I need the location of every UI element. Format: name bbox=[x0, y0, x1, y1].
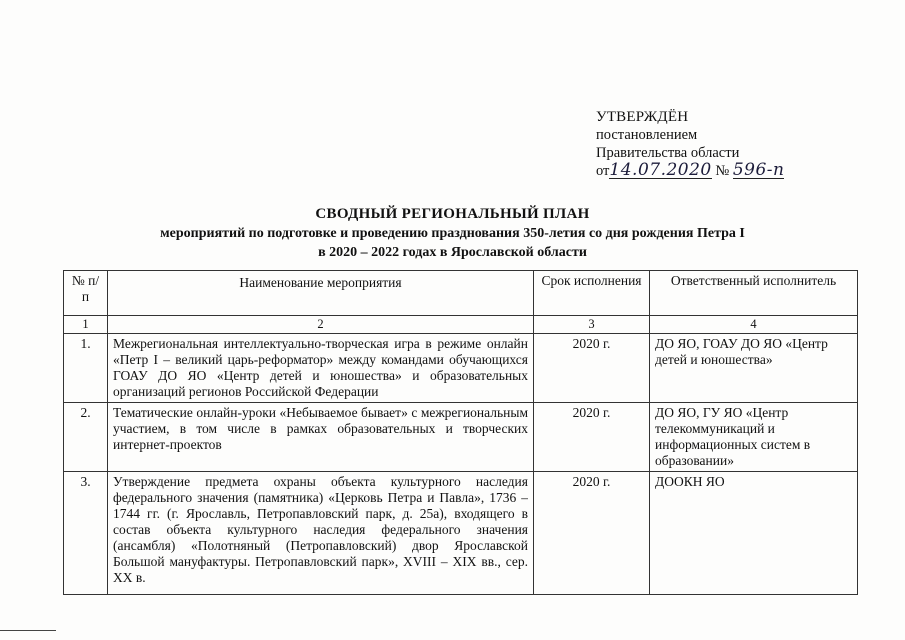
header-executor: Ответственный исполнитель bbox=[650, 271, 858, 316]
row-num: 3. bbox=[64, 472, 108, 595]
plan-subtitle-2: в 2020 – 2022 годах в Ярославской области bbox=[318, 245, 587, 260]
row-deadline: 2020 г. bbox=[534, 472, 650, 595]
plan-subtitle-1: мероприятий по подготовке и проведению празднования 350-летия со дня рождения Петра I bbox=[160, 226, 745, 241]
from-label: от bbox=[596, 163, 610, 179]
number-label: № bbox=[715, 163, 730, 179]
approval-heading: УТВЕРЖДЁН bbox=[596, 109, 689, 125]
table-row bbox=[64, 334, 858, 403]
row-num: 1. bbox=[64, 334, 108, 403]
table-row bbox=[64, 403, 858, 472]
approval-date-number-line bbox=[596, 162, 784, 180]
handwritten-date: 14.07.2020 bbox=[609, 160, 712, 180]
row-executor: ДО ЯО, ГУ ЯО «Центр телекоммуникаций и информационных систем в образовании» bbox=[650, 403, 858, 472]
row-executor: ДООКН ЯО bbox=[650, 472, 858, 595]
row-num: 2. bbox=[64, 403, 108, 472]
row-name: Межрегиональная интеллектуально-творческая игра в режиме онлайн «Петр I – великий царь-реформатор» между командами обучающихся ГОАУ ДО ЯО «Центр детей и юношества» и образовательных организаций регионов Российской Федерации bbox=[108, 334, 534, 403]
handwritten-number: 596-п bbox=[732, 160, 785, 180]
index-cell: 1 bbox=[64, 316, 108, 334]
approval-line-2: Правительства области bbox=[596, 145, 740, 161]
plan-title: СВОДНЫЙ РЕГИОНАЛЬНЫЙ ПЛАН bbox=[315, 206, 590, 222]
header-deadline: Срок исполнения bbox=[534, 271, 650, 316]
row-name-text: Утверждение предмета охраны объекта культурного наследия федерального значения (памятника) «Церковь Петра и Павла», 1736 – 1744 гг. (г. Ярославль, Петропавловский парк, д. 25а), входящего в состав объекта культурного наследия федерального значения (ансамбля) «Полотняный (Петропавловский) двор Ярославской Большой мануфактуры. Петропавловский парк», XVIII – XIX вв., сер. XX в. bbox=[113, 474, 528, 585]
table-index-row bbox=[64, 316, 858, 334]
index-cell: 3 bbox=[534, 316, 650, 334]
header-num: № п/п bbox=[64, 271, 108, 316]
footnote-separator bbox=[0, 630, 56, 631]
approval-line-1: постановлением bbox=[596, 127, 698, 143]
table-row bbox=[64, 472, 858, 595]
row-name: Тематические онлайн-уроки «Небываемое бывает» с межрегиональным участием, в том числе в рамках образовательных и творческих интернет-проектов bbox=[108, 403, 534, 472]
index-cell: 2 bbox=[108, 316, 534, 334]
events-table bbox=[63, 270, 858, 595]
header-name: Наименование мероприятия bbox=[108, 271, 534, 316]
row-deadline: 2020 г. bbox=[534, 334, 650, 403]
row-executor: ДО ЯО, ГОАУ ДО ЯО «Центр детей и юношества» bbox=[650, 334, 858, 403]
approval-stamp-block bbox=[596, 108, 784, 180]
table-header-row bbox=[64, 271, 858, 316]
index-cell: 4 bbox=[650, 316, 858, 334]
row-deadline: 2020 г. bbox=[534, 403, 650, 472]
row-name bbox=[108, 472, 534, 595]
